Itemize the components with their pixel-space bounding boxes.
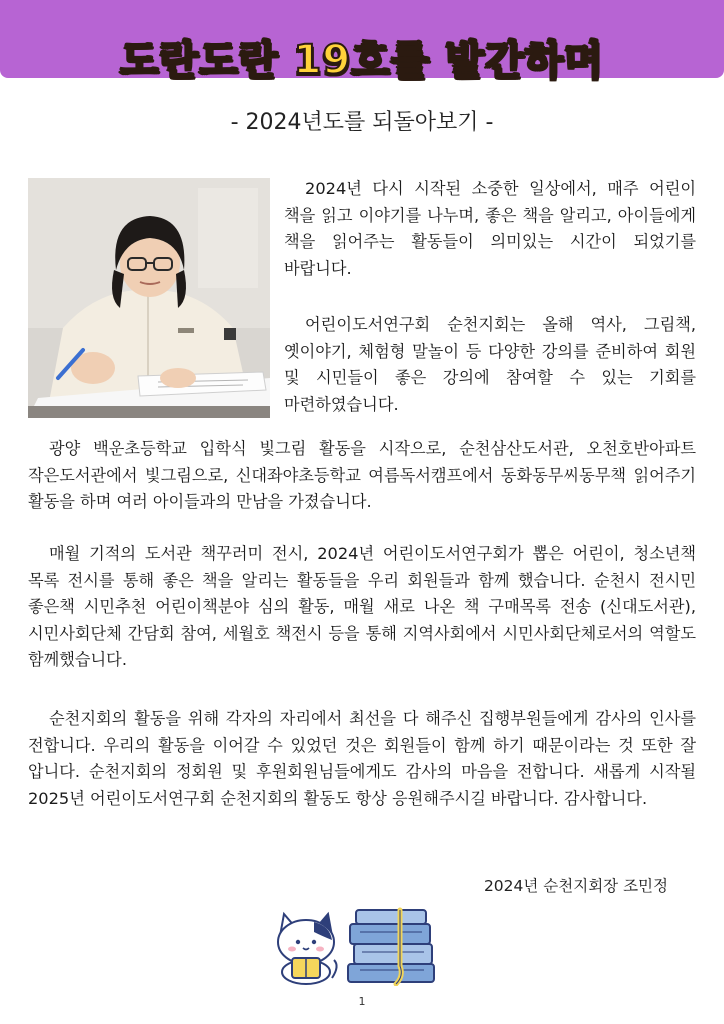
paragraph-thanks: 순천지회의 활동을 위해 각자의 자리에서 최선을 다 해주신 집행부원들에게 감사의 인사를 전합니다. 우리의 활동을 이어갈 수 있었던 것은 회원들이 함께 하기 때문이라는 것 또한 잘 압니다. 순천지회의 정회원 및 후원회원님들에게도 감사의 마음을 전합니다. 새롭게 시작될 2025년 어린이도서연구회 순천지회의 활동도 항상 응원해주시길 바랍니다. 감사합니다. xyxy=(28,709,696,808)
paragraph-activities: 광양 백운초등학교 입학식 빛그림 활동을 시작으로, 순천삼산도서관, 오천호반아파트 작은도서관에서 빛그림으로, 신대좌야초등학교 여름독서캠프에서 동화동무씨동무책 읽어주기 활동을 하며 여러 아이들과의 만남을 가졌습니다. xyxy=(28,439,696,511)
cat-reading-with-books-icon xyxy=(274,906,444,986)
signature: 2024년 순천지회장 조민정 xyxy=(483,877,668,895)
page-number: 1 xyxy=(358,995,366,1008)
person-photo xyxy=(28,178,270,418)
page-subtitle: - 2024년도를 되돌아보기 - xyxy=(230,110,494,135)
page-title: 도란도란 19호를 발간하며 xyxy=(120,37,604,83)
paragraph-intro: 2024년 다시 시작된 소중한 일상에서, 매주 어린이 책을 읽고 이야기를 나누며, 좋은 책을 알리고, 아이들에게 책을 읽어주는 활동들이 의미있는 시간이 되었기를 바랍니다. xyxy=(284,179,696,278)
paragraph-exhibitions: 매월 기적의 도서관 책꾸러미 전시, 2024년 어린이도서연구회가 뽑은 어린이, 청소년책 목록 전시를 통해 좋은 책을 알리는 활동들을 우리 회원들과 함께 했습니다. 순천시 전시민 좋은책 시민추천 어린이책분야 심의 활동, 매월 새로 나온 책 구매목록 전송 (신대도서관), 시민사회단체 간담회 참여, 세월호 책전시 등을 통해 지역사회에서 시민사회단체로서의 역할도 함께했습니다. xyxy=(28,544,696,669)
paragraph-lectures: 어린이도서연구회 순천지회는 올해 역사, 그림책, 옛이야기, 체험형 말놀이 등 다양한 강의를 준비하여 회원 및 시민들이 좋은 강의에 참여할 수 있는 기회를 마련하였습니다. xyxy=(284,315,696,414)
